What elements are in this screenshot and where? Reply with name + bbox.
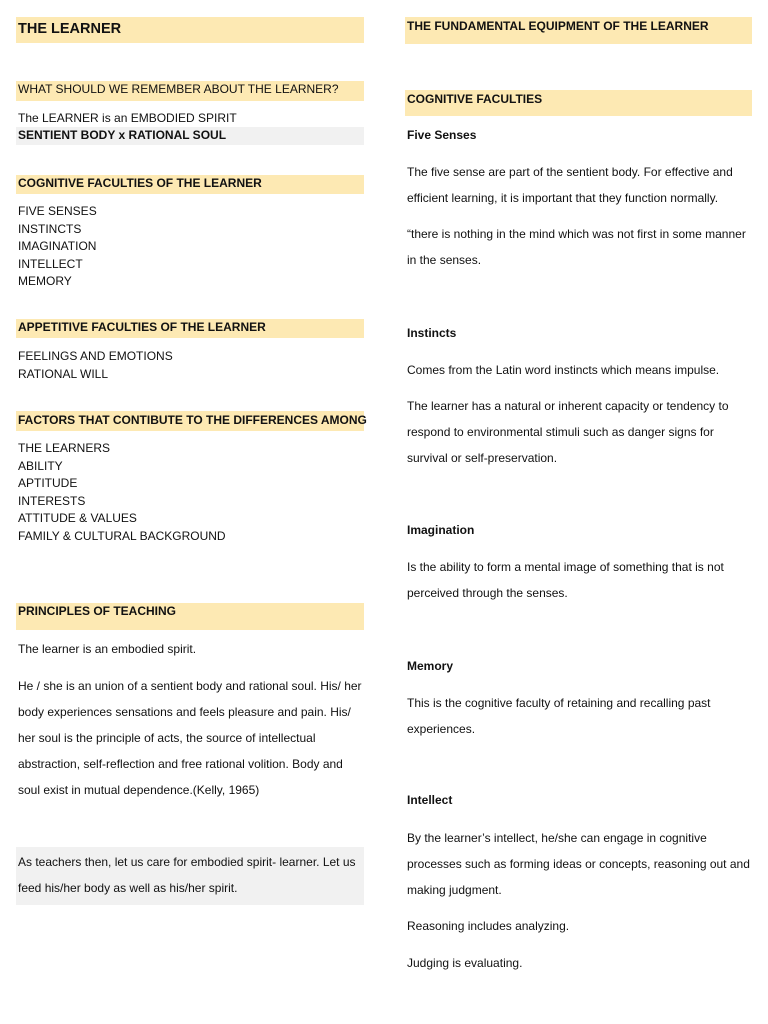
list-item: FAMILY & CULTURAL BACKGROUND [18,528,226,543]
list-item: RATIONAL WILL [18,366,109,381]
page-title: THE LEARNER [18,21,122,37]
list-item: INSTINCTS [18,221,82,236]
question-heading: WHAT SHOULD WE REMEMBER ABOUT THE LEARNER? [18,82,339,96]
instincts-title: Instincts [407,326,457,340]
list-item: MEMORY [18,274,72,288]
list-item: ABILITY [18,458,63,473]
principles-paragraph-1: The learner is an embodied spirit. [18,642,197,656]
instincts-paragraph-1: Comes from the Latin word instincts which means impulse. [407,363,720,377]
principles-heading: PRINCIPLES OF TEACHING [18,604,177,618]
intellect-paragraph-3: Judging is evaluating. [407,956,523,970]
imagination-title: Imagination [407,523,475,537]
embodied-line-2: SENTIENT BODY x RATIONAL SOUL [18,128,227,142]
cognitive-heading: COGNITIVE FACULTIES OF THE LEARNER [18,176,262,190]
appetitive-heading: APPETITIVE FACULTIES OF THE LEARNER [18,320,266,334]
five-senses-paragraph-1: The five sense are part of the sentient body. For effective and efficient learning, it is important that they function normally. [407,165,733,205]
cognitive-faculties-heading: COGNITIVE FACULTIES [407,92,543,106]
embodied-line-1: The LEARNER is an EMBODIED SPIRIT [18,111,237,125]
right-title: THE FUNDAMENTAL EQUIPMENT OF THE LEARNER [407,19,709,33]
factors-heading: FACTORS THAT CONTIBUTE TO THE DIFFERENCES AMONG [18,413,367,427]
list-item: INTELLECT [18,256,83,271]
memory-paragraph: This is the cognitive faculty of retaining and recalling past experiences. [407,696,711,736]
five-senses-paragraph-2: “there is nothing in the mind which was not first in some manner in the senses. [407,227,746,267]
principles-paragraph-2: He / she is an union of a sentient body and rational soul. His/ her body experiences sensations and feels pleasure and pain. His/ her soul is the principle of acts, the source of intellectual abstraction, self-reflection and free rational volition. Body and soul exist in mutual dependence.(Kelly, 1965) [18,679,362,797]
list-item: IMAGINATION [18,239,97,253]
intellect-title: Intellect [407,793,453,807]
imagination-paragraph: Is the ability to form a mental image of something that is not perceived through the senses. [407,560,724,600]
five-senses-title: Five Senses [407,128,477,142]
memory-title: Memory [407,659,454,673]
list-item: FIVE SENSES [18,204,97,218]
list-item: THE LEARNERS [18,441,111,455]
list-item: ATTITUDE & VALUES [18,511,137,525]
list-item: FEELINGS AND EMOTIONS [18,349,173,363]
teachers-note: As teachers then, let us care for embodied spirit- learner. Let us feed his/her body as well as his/her spirit. [18,855,356,895]
intellect-paragraph-2: Reasoning includes analyzing. [407,919,570,933]
list-item: APTITUDE [18,476,78,490]
list-item: INTERESTS [18,493,86,508]
intellect-paragraph-1: By the learner’s intellect, he/she can engage in cognitive processes such as forming ideas or concepts, reasoning out and making judgment. [407,831,750,897]
instincts-paragraph-2: The learner has a natural or inherent capacity or tendency to respond to environmental stimuli such as danger signs for survival or self-preservation. [407,399,729,465]
